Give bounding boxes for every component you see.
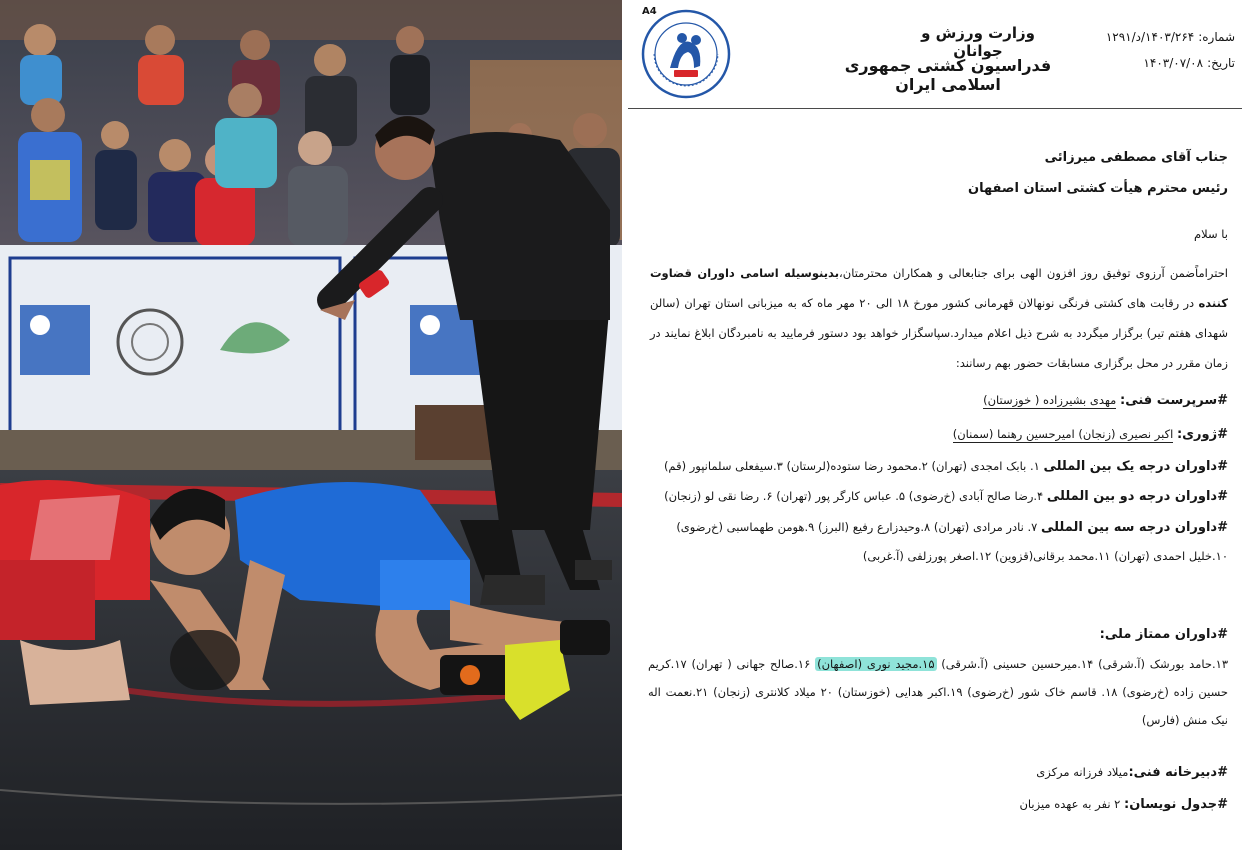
elite-referees-heading — [648, 620, 1228, 649]
table-writers-value: ۲ نفر به عهده میزبان — [1019, 797, 1125, 811]
technical-supervisor-label: #سرپرست فنی: — [1120, 393, 1228, 408]
wrestling-photo — [0, 0, 622, 850]
body-intro-bold: بدینوسیله اسامی داوران قضاوت کننده — [650, 266, 1228, 310]
letter-number-label: شماره: — [1198, 30, 1235, 44]
elite-list-after: ۱۶.صالح جهانی ( تهران) ۱۷.کریم حسین زاده (خ‌رضوی) ۱۸. قاسم خاک شور (خ‌رضوی) ۱۹.اکبر هدایی (خوزستان) ۲۰ میلاد کلانتری (زنجان) ۲۱.نعمت اله نیک منش (فارس) — [648, 657, 1228, 727]
grade-one-list: ۱. بابک امجدی (تهران) ۲.محمود رضا ستوده(لرستان) ۳.سیفعلی سلمانپور (قم) — [663, 459, 1040, 473]
body-intro: احتراماً‌ضمن آرزوی توفیق روز افزون الهی برای جنابعالی و همکاران محترمتان، — [839, 266, 1228, 280]
header-divider — [628, 108, 1242, 109]
grade-one-referees — [648, 452, 1228, 481]
technical-secretariat — [648, 758, 1228, 787]
paper-size-tag: A4 — [642, 6, 657, 17]
jury-label: #ژوری: — [1176, 427, 1228, 442]
elite-list-before: ۱۳.حامد بورشک (آ.شرقی) ۱۴.میرحسین حسینی (آ.شرقی) — [936, 657, 1228, 671]
letter-date — [1143, 56, 1235, 70]
jury-value: اکبر نصیری (زنجان) امیرحسین رهنما (سمنان) — [952, 427, 1174, 441]
grade-three-list: ۷. نادر مرادی (تهران) ۸.وحیدزارع رفیع (البرز) ۹.هومن طهماسبی (خ‌رضوی) ۱۰.خلیل احمدی (تهران) ۱۱.محمد برقانی(قزوین) ۱۲.اصغر پورزلفی (آ.غربی) — [676, 520, 1228, 563]
federation-logo-icon — [640, 8, 732, 100]
ministry-name: وزارت ورزش و جوانان — [921, 24, 1035, 60]
table-writers — [648, 790, 1228, 819]
body-paragraph — [650, 258, 1228, 378]
federation-logo — [640, 8, 732, 100]
jury — [648, 420, 1228, 449]
technical-secretariat-label: #دبیرخانه فنی: — [1128, 765, 1228, 780]
recipient-title: رئیس محترم هیأت کشتی استان اصفهان — [968, 181, 1228, 196]
grade-three-label: #داوران درجه سه بین المللی — [1040, 520, 1228, 535]
technical-supervisor-value: مهدی بشیرزاده ( خوزستان) — [983, 393, 1117, 407]
grade-two-list: ۴.رضا صالح آبادی (خ‌رضوی) ۵. عباس کارگر پور (تهران) ۶. رضا نقی لو (زنجان) — [664, 489, 1044, 503]
recipient-name: جناب آقای مصطفی میرزائی — [1044, 150, 1228, 165]
grade-three-referees — [643, 513, 1228, 570]
salutation: با سلام — [1194, 227, 1228, 241]
elite-referees-list — [648, 650, 1228, 734]
letter-number — [1106, 30, 1235, 44]
table-writers-label: #جدول نویسان: — [1124, 797, 1228, 812]
grade-two-label: #داوران درجه دو بین المللی — [1046, 489, 1228, 504]
letter-date-label: تاریخ: — [1207, 56, 1235, 70]
body-rest: در رقابت های کشتی فرنگی نونهالان قهرمانی کشور مورخ ۱۸ الی ۲۰ مهر ماه که به میزبانی استان تهران (سالن شهدای هفتم تیر) برگزار میگردد به شرح ذیل اعلام میدارد.سپاسگزار خواهد بود دستور فرمایید به نامبردگان ابلاغ نمایند در زمان مقرر در محل برگزاری مسابقات حضور بهم رسانند: — [650, 296, 1228, 370]
grade-one-label: #داوران درجه یک بین المللی — [1043, 459, 1228, 474]
grade-two-referees — [648, 482, 1228, 511]
highlighted-referee: ۱۵.مجید نوری (اصفهان) — [817, 657, 935, 671]
letter-date-value: ۱۴۰۳/۰۷/۰۸ — [1143, 56, 1204, 70]
federation-name: فدراسیون کشتی جمهوری اسلامی ایران — [844, 56, 1052, 94]
technical-supervisor — [648, 386, 1228, 415]
photo-scene — [0, 0, 622, 850]
technical-secretariat-value: میلاد فرزانه مرکزی — [1036, 765, 1129, 779]
elite-referees-label: #داوران ممتاز ملی: — [1099, 627, 1228, 642]
official-letter — [628, 0, 1250, 850]
letter-number-value: ۱۴۰۳/۲۶۴/د/۱۲۹۱ — [1105, 30, 1195, 44]
